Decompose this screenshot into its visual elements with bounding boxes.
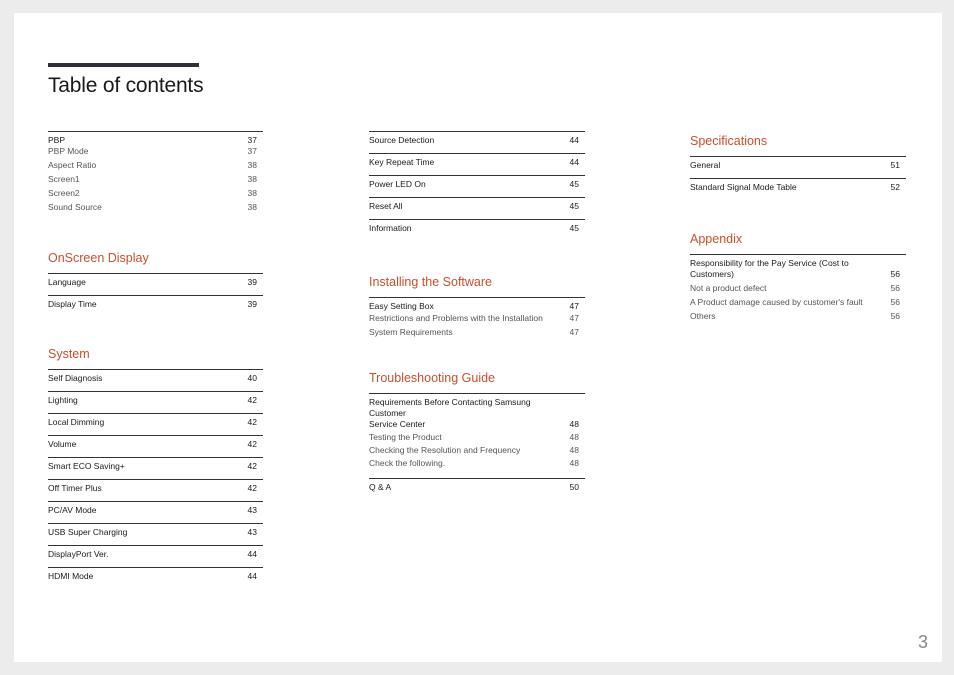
section-heading-troubleshooting[interactable]: Troubleshooting Guide	[369, 371, 496, 385]
toc-entry[interactable]	[369, 197, 585, 215]
toc-subentry-label: PBP Mode	[48, 146, 89, 156]
toc-entry-label: USB Super Charging	[48, 527, 128, 537]
toc-subentry-label: Others	[690, 311, 716, 321]
toc-subentry[interactable]	[369, 325, 585, 339]
toc-entry[interactable]	[369, 153, 585, 171]
toc-subentry-label: Sound Source	[48, 202, 102, 212]
toc-entry[interactable]	[369, 219, 585, 237]
toc-subentry-label: Testing the Product	[369, 432, 442, 442]
toc-entry-page: 42	[247, 461, 257, 471]
toc-entry[interactable]	[48, 457, 263, 475]
toc-subentry-page: 47	[569, 313, 579, 323]
toc-entry-label: Easy Setting Box	[369, 301, 434, 311]
toc-entry-page: 43	[247, 505, 257, 515]
toc-entry-page: 45	[569, 179, 579, 189]
toc-entry[interactable]	[48, 479, 263, 497]
toc-subentry-page: 48	[569, 432, 579, 442]
toc-subentry-label: Checking the Resolution and Frequency	[369, 445, 521, 455]
toc-entry-label: Display Time	[48, 299, 97, 309]
page	[14, 13, 942, 662]
toc-subentry[interactable]	[48, 200, 263, 214]
toc-subentry-page: 56	[890, 311, 900, 321]
toc-entry[interactable]	[48, 501, 263, 519]
toc-entry-label: Source Detection	[369, 135, 435, 145]
toc-subentry[interactable]	[690, 281, 906, 295]
toc-entry-label: Self Diagnosis	[48, 373, 103, 383]
toc-subentry-label: A Product damage caused by customer's fault	[690, 297, 863, 307]
toc-entry-qa[interactable]	[369, 478, 585, 496]
toc-subentry-page: 38	[247, 160, 257, 170]
toc-entry-label: General	[690, 160, 721, 170]
toc-entry-label: Standard Signal Mode Table	[690, 182, 797, 192]
toc-subentry[interactable]	[369, 431, 585, 444]
toc-entry-page: 42	[247, 439, 257, 449]
toc-entry-page: 37	[247, 135, 257, 145]
toc-entry-page: 45	[569, 201, 579, 211]
toc-entry-page: 50	[569, 482, 579, 492]
toc-entry-requirements[interactable]	[369, 393, 585, 431]
toc-entry-page: 39	[247, 277, 257, 287]
toc-entry-label: Lighting	[48, 395, 78, 405]
toc-entry-page: 44	[247, 571, 257, 581]
toc-subentry[interactable]	[48, 172, 263, 186]
toc-column-3	[690, 131, 906, 323]
toc-entry-label: Reset All	[369, 201, 403, 211]
toc-entry-page: 45	[569, 223, 579, 233]
toc-entry-page: 40	[247, 373, 257, 383]
col2-top-list	[369, 131, 585, 237]
toc-entry[interactable]	[48, 435, 263, 453]
toc-subentry-page: 38	[247, 202, 257, 212]
toc-subentry[interactable]	[369, 457, 585, 470]
toc-entry[interactable]	[369, 175, 585, 193]
section-heading-onscreen-display[interactable]: OnScreen Display	[48, 251, 149, 265]
toc-entry-responsibility[interactable]	[690, 254, 906, 281]
toc-entry-page: 42	[247, 483, 257, 493]
toc-subentry-page: 47	[569, 327, 579, 337]
toc-entry-standard-signal-mode-table[interactable]	[690, 178, 906, 196]
toc-subentry-page: 48	[569, 458, 579, 468]
toc-entry-general[interactable]	[690, 156, 906, 174]
toc-subentry[interactable]	[690, 309, 906, 323]
toc-entry-page: 51	[890, 160, 900, 170]
toc-entry-page: 44	[569, 135, 579, 145]
toc-entry-label: Smart ECO Saving+	[48, 461, 125, 471]
toc-subentry[interactable]	[48, 186, 263, 200]
toc-subentry-label: Not a product defect	[690, 283, 767, 293]
toc-entry-label: DisplayPort Ver.	[48, 549, 109, 559]
toc-subentry-label: Restrictions and Problems with the Installation	[369, 313, 543, 323]
toc-entry-label-line1: Responsibility for the Pay Service (Cost to	[690, 258, 849, 268]
toc-subentry[interactable]	[690, 295, 906, 309]
toc-entry-page: 44	[569, 157, 579, 167]
toc-entry-page: 42	[247, 395, 257, 405]
toc-entry-label-line2: Service Center	[369, 419, 426, 429]
toc-entry-label: Local Dimming	[48, 417, 105, 427]
toc-entry-display-time[interactable]	[48, 295, 263, 313]
section-heading-specifications[interactable]: Specifications	[690, 134, 768, 148]
toc-subentry[interactable]	[369, 311, 585, 325]
toc-subentry-page: 48	[569, 445, 579, 455]
toc-subentry-label: Screen2	[48, 188, 80, 198]
toc-entry[interactable]	[48, 545, 263, 563]
toc-entry[interactable]	[48, 391, 263, 409]
toc-entry-label-line1: Requirements Before Contacting Samsung Customer	[369, 397, 531, 418]
toc-entry-label: Power LED On	[369, 179, 426, 189]
toc-subentry-page: 38	[247, 174, 257, 184]
page-number: 3	[917, 632, 928, 652]
toc-entry-label: Language	[48, 277, 86, 287]
toc-subentry-page: 37	[247, 146, 257, 156]
toc-entry-page: 48	[569, 419, 579, 429]
toc-entry-language[interactable]	[48, 273, 263, 291]
toc-entry[interactable]	[48, 567, 263, 585]
toc-column-1	[48, 131, 263, 585]
pbp-group	[48, 131, 263, 214]
toc-column-2	[369, 131, 585, 496]
toc-entry-label: Off Timer Plus	[48, 483, 102, 493]
section-heading-appendix[interactable]: Appendix	[690, 232, 743, 246]
toc-subentry[interactable]	[48, 144, 263, 158]
section-heading-system[interactable]: System	[48, 347, 90, 361]
toc-subentry-label: Aspect Ratio	[48, 160, 97, 170]
toc-subentry[interactable]	[48, 158, 263, 172]
toc-entry-page: 44	[247, 549, 257, 559]
toc-entry-label: Information	[369, 223, 412, 233]
toc-entry[interactable]	[48, 523, 263, 541]
toc-entry-label: Q & A	[369, 482, 392, 492]
toc-entry-page: 39	[247, 299, 257, 309]
toc-entry-page: 47	[569, 301, 579, 311]
toc-entry-label	[369, 397, 570, 430]
toc-entry-label-line2: Customers)	[690, 269, 734, 279]
toc-subentry-page: 56	[890, 283, 900, 293]
toc-subentry-page: 56	[890, 297, 900, 307]
toc-entry-label: PC/AV Mode	[48, 505, 97, 515]
page-title: Table of contents	[48, 74, 204, 97]
toc-entry-label: PBP	[48, 135, 66, 145]
system-list	[48, 369, 263, 585]
toc-entry-label: HDMI Mode	[48, 571, 94, 581]
toc-entry-page: 42	[247, 417, 257, 427]
toc-subentry-label: Check the following.	[369, 458, 446, 468]
toc-entry-page: 52	[890, 182, 900, 192]
toc-subentry-label: Screen1	[48, 174, 80, 184]
toc-subentry[interactable]	[369, 444, 585, 457]
toc-entry[interactable]	[48, 413, 263, 431]
toc-subentry-page: 38	[247, 188, 257, 198]
section-heading-installing-software[interactable]: Installing the Software	[369, 275, 492, 289]
toc-entry-page: 56	[890, 269, 900, 279]
toc-entry-label	[690, 258, 891, 280]
toc-entry-label: Volume	[48, 439, 77, 449]
toc-entry-label: Key Repeat Time	[369, 157, 435, 167]
toc-entry-page: 43	[247, 527, 257, 537]
toc-entry[interactable]	[369, 131, 585, 149]
toc-subentry-label: System Requirements	[369, 327, 453, 337]
title-accent-bar	[48, 63, 199, 67]
toc-entry[interactable]	[48, 369, 263, 387]
